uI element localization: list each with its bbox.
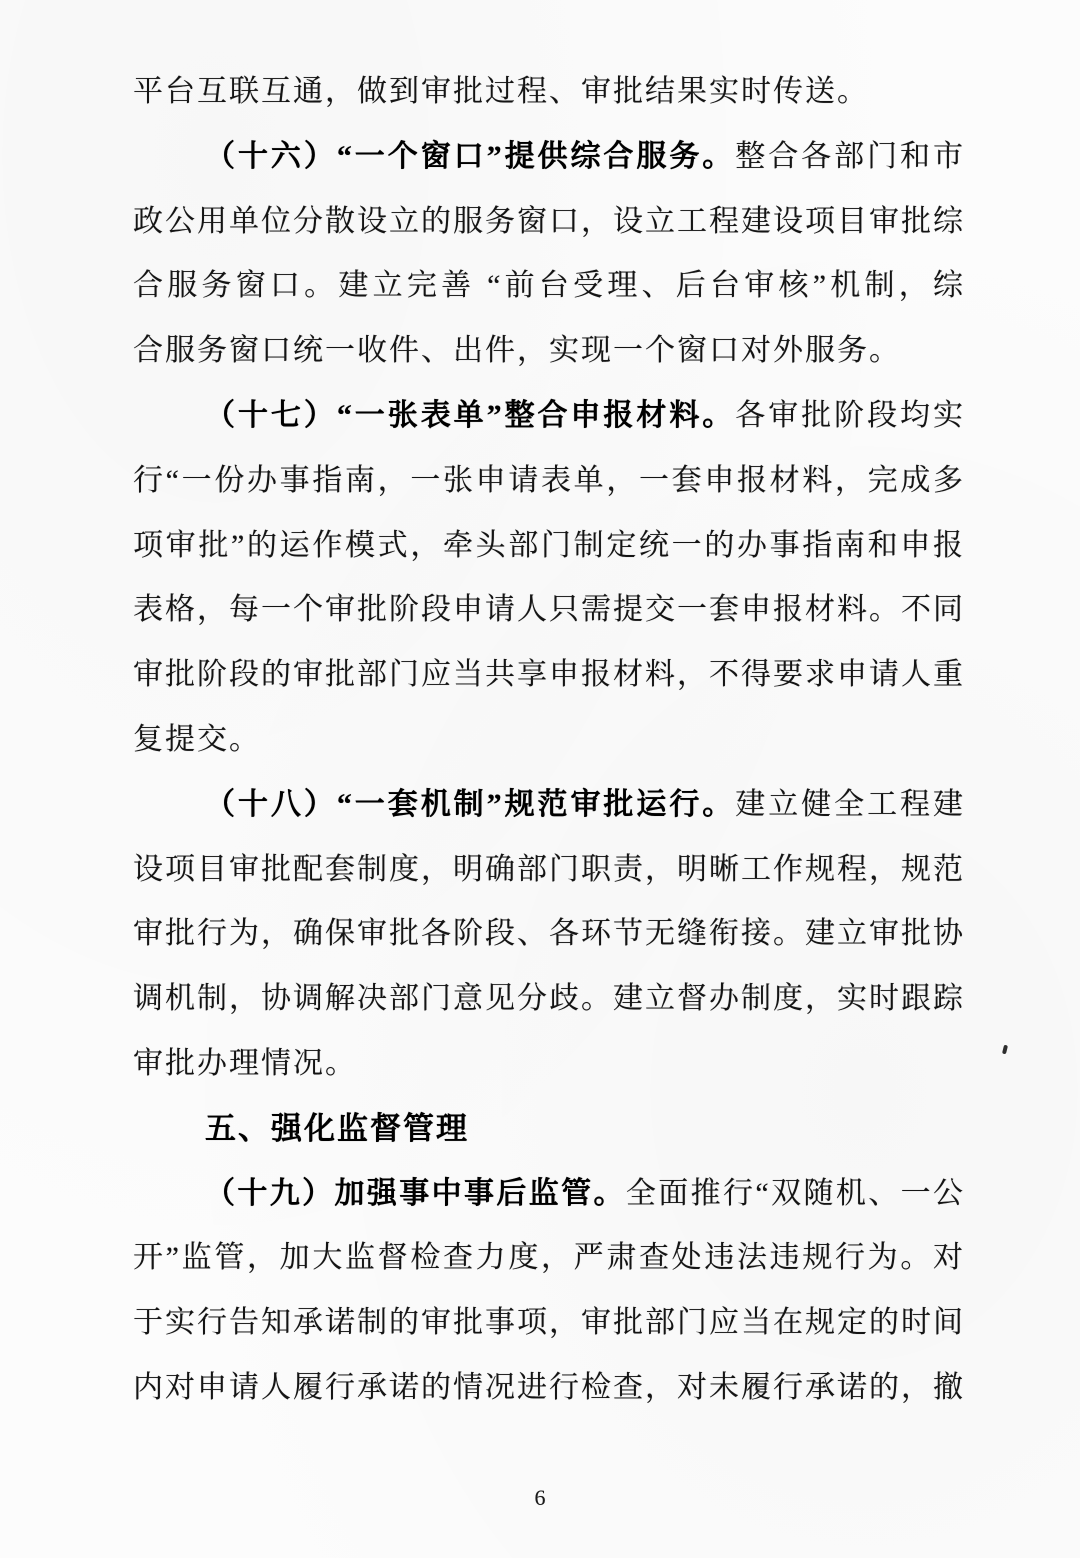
line-text: 合服务窗口。建立完善 “前台受理、后台审核”机制，综 bbox=[133, 269, 963, 303]
text-line bbox=[133, 60, 963, 125]
section-heading-text: 五、强化监督管理 bbox=[205, 1110, 469, 1146]
paragraph-lead: （十七）“一张表单”整合申报材料。 bbox=[205, 398, 736, 432]
text-line bbox=[133, 902, 963, 967]
line-text: 设项目审批配套制度，明确部门职责，明晰工作规程，规范 bbox=[133, 852, 963, 886]
line-text: 审批阶段的审批部门应当共享申报材料，不得要求申请人重 bbox=[133, 658, 963, 692]
text-line bbox=[133, 578, 963, 643]
section-heading bbox=[133, 1097, 963, 1162]
scan-artifact bbox=[1002, 1045, 1008, 1055]
text-line bbox=[133, 967, 963, 1032]
line-text: 审批办理情况。 bbox=[133, 1046, 357, 1080]
line-text: 审批行为，确保审批各阶段、各环节无缝衔接。建立审批协 bbox=[133, 917, 963, 951]
text-line bbox=[133, 1356, 963, 1421]
line-text: 表格，每一个审批阶段申请人只需提交一套申报材料。不同 bbox=[133, 593, 963, 627]
text-line bbox=[133, 838, 963, 903]
text-line bbox=[133, 1291, 963, 1356]
text-line bbox=[133, 1226, 963, 1291]
line-text: 各审批阶段均实 bbox=[735, 398, 963, 432]
text-line bbox=[133, 319, 963, 384]
line-text: 整合各部门和市 bbox=[735, 139, 963, 173]
page-number: 6 bbox=[534, 1485, 546, 1510]
text-line bbox=[133, 773, 963, 838]
line-text: 合服务窗口统一收件、出件，实现一个窗口对外服务。 bbox=[133, 334, 901, 368]
line-text: 项审批”的运作模式，牵头部门制定统一的办事指南和申报 bbox=[133, 528, 963, 562]
line-text: 调机制，协调解决部门意见分歧。建立督办制度，实时跟踪 bbox=[133, 982, 963, 1016]
paragraph-lead: （十八）“一套机制”规范审批运行。 bbox=[205, 787, 736, 821]
line-text: 平台互联互通，做到审批过程、审批结果实时传送。 bbox=[133, 75, 869, 108]
text-line bbox=[133, 643, 963, 708]
text-line bbox=[133, 254, 963, 319]
line-text: 行“一份办事指南，一张申请表单，一套申报材料，完成多 bbox=[133, 463, 963, 497]
paragraph-lead: （十九）加强事中事后监管。 bbox=[205, 1176, 626, 1210]
text-line bbox=[133, 384, 963, 449]
text-line bbox=[133, 708, 963, 773]
text-line bbox=[133, 514, 963, 579]
text-line bbox=[133, 449, 963, 514]
line-text: 建立健全工程建 bbox=[735, 787, 963, 821]
text-line bbox=[133, 125, 963, 190]
document-page bbox=[133, 60, 963, 1421]
line-text: 复提交。 bbox=[133, 722, 261, 756]
text-line bbox=[133, 1162, 963, 1227]
line-text: 政公用单位分散设立的服务窗口，设立工程建设项目审批综 bbox=[133, 204, 963, 238]
line-text: 内对申请人履行承诺的情况进行检查，对未履行承诺的，撤 bbox=[133, 1370, 963, 1404]
line-text: 全面推行“双随机、一公 bbox=[625, 1176, 963, 1210]
text-line bbox=[133, 1032, 963, 1097]
text-line bbox=[133, 190, 963, 255]
line-text: 开”监管，加大监督检查力度，严肃查处违法违规行为。对 bbox=[133, 1241, 963, 1275]
paragraph-lead: （十六）“一个窗口”提供综合服务。 bbox=[205, 139, 736, 173]
line-text: 于实行告知承诺制的审批事项，审批部门应当在规定的时间 bbox=[133, 1306, 963, 1340]
